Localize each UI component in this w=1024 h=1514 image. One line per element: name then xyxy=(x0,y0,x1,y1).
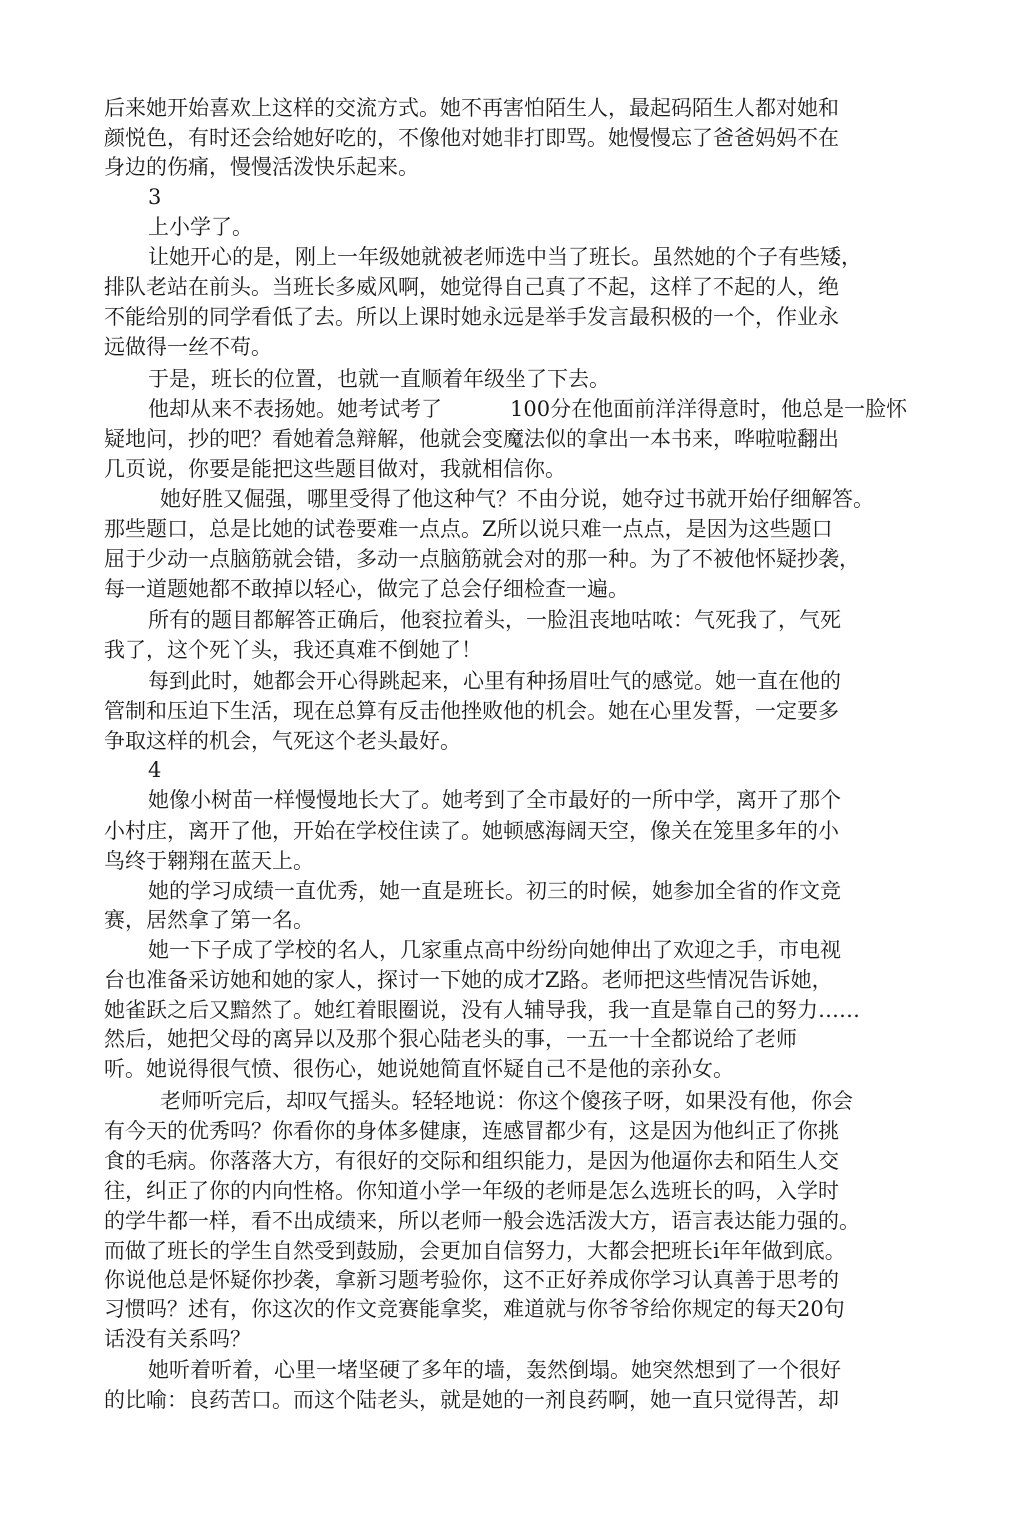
text-line: 话没有关系吗？ xyxy=(104,1327,251,1351)
text-line: 食的毛病。你落落大方，有很好的交际和组织能力，是因为他逼你去和陌生人交 xyxy=(104,1149,839,1173)
text-line: 所有的题目都解答正确后，他衮拉着头，一脸沮丧地咕哝：气死我了，气死 xyxy=(148,608,841,632)
text-line: 颜悦色，有时还会给她好吃的，不像他对她非打即骂。她慢慢忘了爸爸妈妈不在 xyxy=(104,126,839,150)
text-line: 的比喻：良药苦口。而这个陆老头，就是她的一剂良药啊，她一直只觉得苦，却 xyxy=(104,1388,839,1412)
text-line: 我了，这个死丫头，我还真难不倒她了！ xyxy=(104,638,482,662)
text-line: 她雀跃之后又黯然了。她红着眼圈说，没有人辅导我，我一直是靠自己的努力…… xyxy=(104,998,860,1022)
text-line: 上小学了。 xyxy=(148,215,253,239)
text-line: 而做了班长的学生自然受到鼓励，会更加自信努力，大都会把班长i年年做到底。 xyxy=(104,1239,846,1263)
text-line: 管制和压迫下生活，现在总算有反击他挫败他的机会。她在心里发誓，一定要多 xyxy=(104,699,839,723)
text-line: 几页说，你要是能把这些题目做对，我就相信你。 xyxy=(104,457,566,481)
text-line: 屈于少动一点脑筋就会错，多动一点脑筋就会对的那一种。为了不被他怀疑抄袭， xyxy=(104,547,860,571)
text-line: 远做得一丝不苟。 xyxy=(104,335,272,359)
text-line: 争取这样的机会，气死这个老头最好。 xyxy=(104,729,461,753)
text-line: 鸟终于翱翔在蓝天上。 xyxy=(104,849,314,873)
text-line: 老师听完后，却叹气摇头。轻轻地说：你这个傻孩子呀，如果没有他，你会 xyxy=(160,1089,853,1113)
text-line: 于是，班长的位置，也就一直顺着年级坐了下去。 xyxy=(148,367,610,391)
text-line: 她的学习成绩一直优秀，她一直是班长。初三的时候，她参加全省的作文竞 xyxy=(148,879,841,903)
text-line: 她好胜又倔强，哪里受得了他这种气？不由分说，她夺过书就开始仔细解答。 xyxy=(160,487,874,511)
text-line: 那些题口，总是比她的试卷要难一点点。Z所以说只难一点点，是因为这些题口 xyxy=(104,517,833,541)
text-line: 的学牛都一样，看不出成绩来，所以老师一般会选活泼大方，语言表达能力强的。 xyxy=(104,1209,860,1233)
text-line: 往，纠正了你的内向性格。你知道小学一年级的老师是怎么选班长的吗，入学时 xyxy=(104,1179,839,1203)
section-number: 4 xyxy=(148,758,162,782)
text-line: 她一下子成了学校的名人，几家重点高中纷纷向她伸出了欢迎之手，市电视 xyxy=(148,938,841,962)
text-line: 然后，她把父母的离异以及那个狠心陆老头的事，一五一十全都说给了老师 xyxy=(104,1027,797,1051)
text-line: 小村庄，离开了他，开始在学校住读了。她顿感海阔天空，像关在笼里多年的小 xyxy=(104,819,839,843)
text-line: 身边的伤痛，慢慢活泼快乐起来。 xyxy=(104,155,419,179)
text-line: 习惯吗？述有，你这次的作文竞赛能拿奖，难道就与你爷爷给你规定的每天20句 xyxy=(104,1297,845,1321)
text-line: 后来她开始喜欢上这样的交流方式。她不再害怕陌生人，最起码陌生人都对她和 xyxy=(104,96,839,120)
text-line: 每一道题她都不敢掉以轻心，做完了总会仔细检查一遍。 xyxy=(104,577,629,601)
section-number: 3 xyxy=(148,185,162,209)
text-line: 台也准备采访她和她的家人，探讨一下她的成才Z路。老师把这些情况告诉她， xyxy=(104,968,833,992)
text-line: 每到此时，她都会开心得跳起来，心里有种扬眉吐气的感觉。她一直在他的 xyxy=(148,669,841,693)
text-line: 她听着听着，心里一堵坚硬了多年的墙，轰然倒塌。她突然想到了一个很好 xyxy=(148,1358,841,1382)
text-line: 有今天的优秀吗？你看你的身体多健康，连感冒都少有，这是因为他纠正了你挑 xyxy=(104,1119,839,1143)
text-line: 赛，居然拿了第一名。 xyxy=(104,908,314,932)
text-line: 排队老站在前头。当班长多威风啊，她觉得自己真了不起，这样了不起的人，绝 xyxy=(104,275,839,299)
text-line: 她像小树苗一样慢慢地长大了。她考到了全市最好的一所中学，离开了那个 xyxy=(148,788,841,812)
text-line: 不能给别的同学看低了去。所以上课时她永远是举手发言最积极的一个，作业永 xyxy=(104,305,839,329)
text-line: 100分在他面前洋洋得意时，他总是一脸怀 xyxy=(510,397,908,421)
text-line: 疑地问，抄的吧？看她着急辩解，他就会变魔法似的拿出一本书来，哗啦啦翻出 xyxy=(104,427,839,451)
text-line: 让她开心的是，刚上一年级她就被老师选中当了班长。虽然她的个子有些矮， xyxy=(148,245,862,269)
text-line: 你说他总是怀疑你抄袭，拿新习题考验你，这不正好养成你学习认真善于思考的 xyxy=(104,1268,839,1292)
text-line: 听。她说得很气愤、很伤心，她说她简直怀疑自己不是他的亲孙女。 xyxy=(104,1057,734,1081)
text-line: 他却从来不表扬她。她考试考了 xyxy=(148,397,442,421)
